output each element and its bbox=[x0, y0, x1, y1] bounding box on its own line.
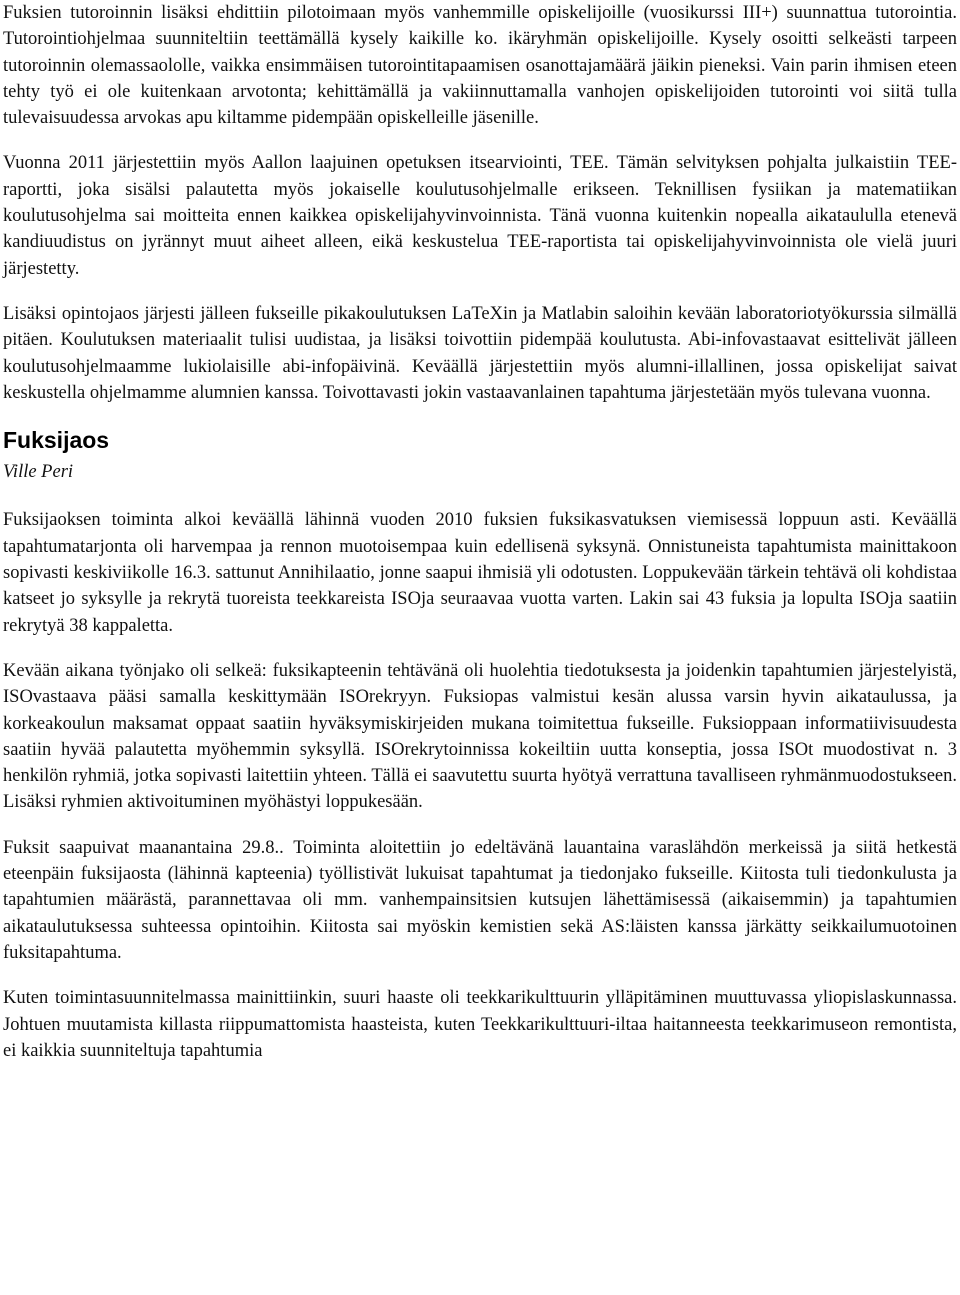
paragraph: Lisäksi opintojaos järjesti jälleen fukseille pikakoulutuksen LaTeXin ja Matlabin saloihin kevään laboratoriotyökurssia silmällä pitäen. Koulutuksen materiaalit tulisi uudistaa, ja lisäksi toivottiin pidempää koulutusta. Abi-infovastaavat esittelivät jälleen koulutusohjelmaamme lukiolaisille abi-infopäivinä. Keväällä järjestettiin myös alumni-illallinen, jossa opiskelijat saivat keskustella ohjelmamme alumnien kanssa. Toivottavasti jokin vastaavanlainen tapahtuma järjestetään myös tulevana vuonna. bbox=[3, 303, 957, 403]
document-page bbox=[3, 0, 957, 1083]
paragraph: Kevään aikana työnjako oli selkeä: fuksikapteenin tehtävänä oli huolehtia tiedotuksesta ja joidenkin tapahtumien järjestelyistä, ISOvastaava pääsi samalla keskittymään ISOrekryyn. Fuksiopas valmistui kesän alussa varsin hyvin aikataulussa, ja korkeakoulun maksamat oppaat saatiin hyväksymiskirjeiden mukana toimitettua fukseille. Fuksioppaan informatiivisuudesta saatiin hyvää palautetta myöhemmin syksyllä. ISOrekrytoinnissa kokeiltiin uutta konseptia, jossa ISOt muodostivat n. 3 henkilön ryhmiä, jotka sopivasti laitettiin yhteen. Tällä ei saavutettu suurta hyötyä verrattuna tavalliseen ryhmänmuodostukseen. Lisäksi ryhmien aktivoituminen myöhästyi loppukesään. bbox=[3, 660, 957, 813]
paragraph: Fuksit saapuivat maanantaina 29.8.. Toiminta aloitettiin jo edeltävänä lauantaina varaslähdön merkeissä ja siitä hetkestä eteenpäin fuksijaosta (lähinnä kapteenia) työllistivät lukuisat tapahtumat ja tiedonjako fukseille. Kiitosta tuli tiedonkulusta ja tapahtumien määrästä, parannettavaa oli mm. vanhempainsitsien kutsujen lähettämisessä (aikaisemmin) ja tapahtumien aikataulutuksessa suhteessa opintoihin. Kiitosta sai myöskin kemistien sekä AS:läisten kanssa järkätty seikkailumuotoinen fuksitapahtuma. bbox=[3, 837, 957, 963]
section-author: Ville Peri bbox=[3, 462, 74, 483]
paragraph: Kuten toimintasuunnitelmassa mainittiinkin, suuri haaste oli teekkarikulttuurin ylläpitäminen muuttuvassa yliopislaskunnassa. Johtuen muutamista killasta riippumattomista haasteista, kuten Teekkarikulttuuri-iltaa haitanneesta teekkarimuseon remontista, ei kaikkia suunniteltuja tapahtumia bbox=[3, 988, 957, 1061]
paragraph: Vuonna 2011 järjestettiin myös Aallon laajuinen opetuksen itsearviointi, TEE. Tämän selvityksen pohjalta julkaistiin TEE-raportti, joka sisälsi palautetta myös jokaiselle koulutusohjelmalle erikseen. Teknillisen fysiikan ja matematiikan koulutusohjelma sai moitteita ennen kaikkea opiskelijahyvinvoinnista. Tänä vuonna kuitenkin nopealla aikataululla etenevä kandiuudistus on jyrännyt muut aiheet alleen, eikä keskustelua TEE-raportista tai opiskelijahyvinvoinnista ole vielä juuri järjestetty. bbox=[3, 153, 957, 279]
paragraph: Fuksijaoksen toiminta alkoi keväällä lähinnä vuoden 2010 fuksien fuksikasvatuksen viemisessä loppuun asti. Keväällä tapahtumatarjonta oli harvempaa ja rennon muotoisempaa kuin edellisenä syksynä. Onnistuneista tapahtumista mainittakoon sopivasti keskiviikolle 16.3. sattunut Annihilaatio, jonne saapui ihmisiä yli odotusten. Loppukevään tärkein tehtävä oli kohdistaa katseet jo syksylle ja rekrytä tuoreista teekkareista ISOja seuraavaa vuotta varten. Lakin sai 43 fuksia ja lopulta ISOja saatiin rekrytyä 38 kappaletta. bbox=[3, 510, 957, 636]
paragraph: Fuksien tutoroinnin lisäksi ehdittiin pilotoimaan myös vanhemmille opiskelijoille (vuosikurssi III+) suunnattua tutorointia. Tutorointiohjelmaa suunniteltiin teettämällä kysely kaikille ko. ikäryhmän opiskelijoille. Kysely osoitti selkeästi tarpeen tutoroinnin olemassaololle, vaikka ensimmäisen tutorointitapaamisen osanottajamäärä jäikin pieneksi. Vain parin ihmisen eteen tehty työ ei ole kuitenkaan arvotonta; kehittämällä ja vakiinnuttamalla vanhojen opiskelijoiden tutorointi voi siitä tulla tulevaisuudessa arvokas apu kiltamme pidempään opiskelleille jäsenille. bbox=[3, 3, 957, 129]
section-heading: Fuksijaos bbox=[3, 427, 110, 454]
